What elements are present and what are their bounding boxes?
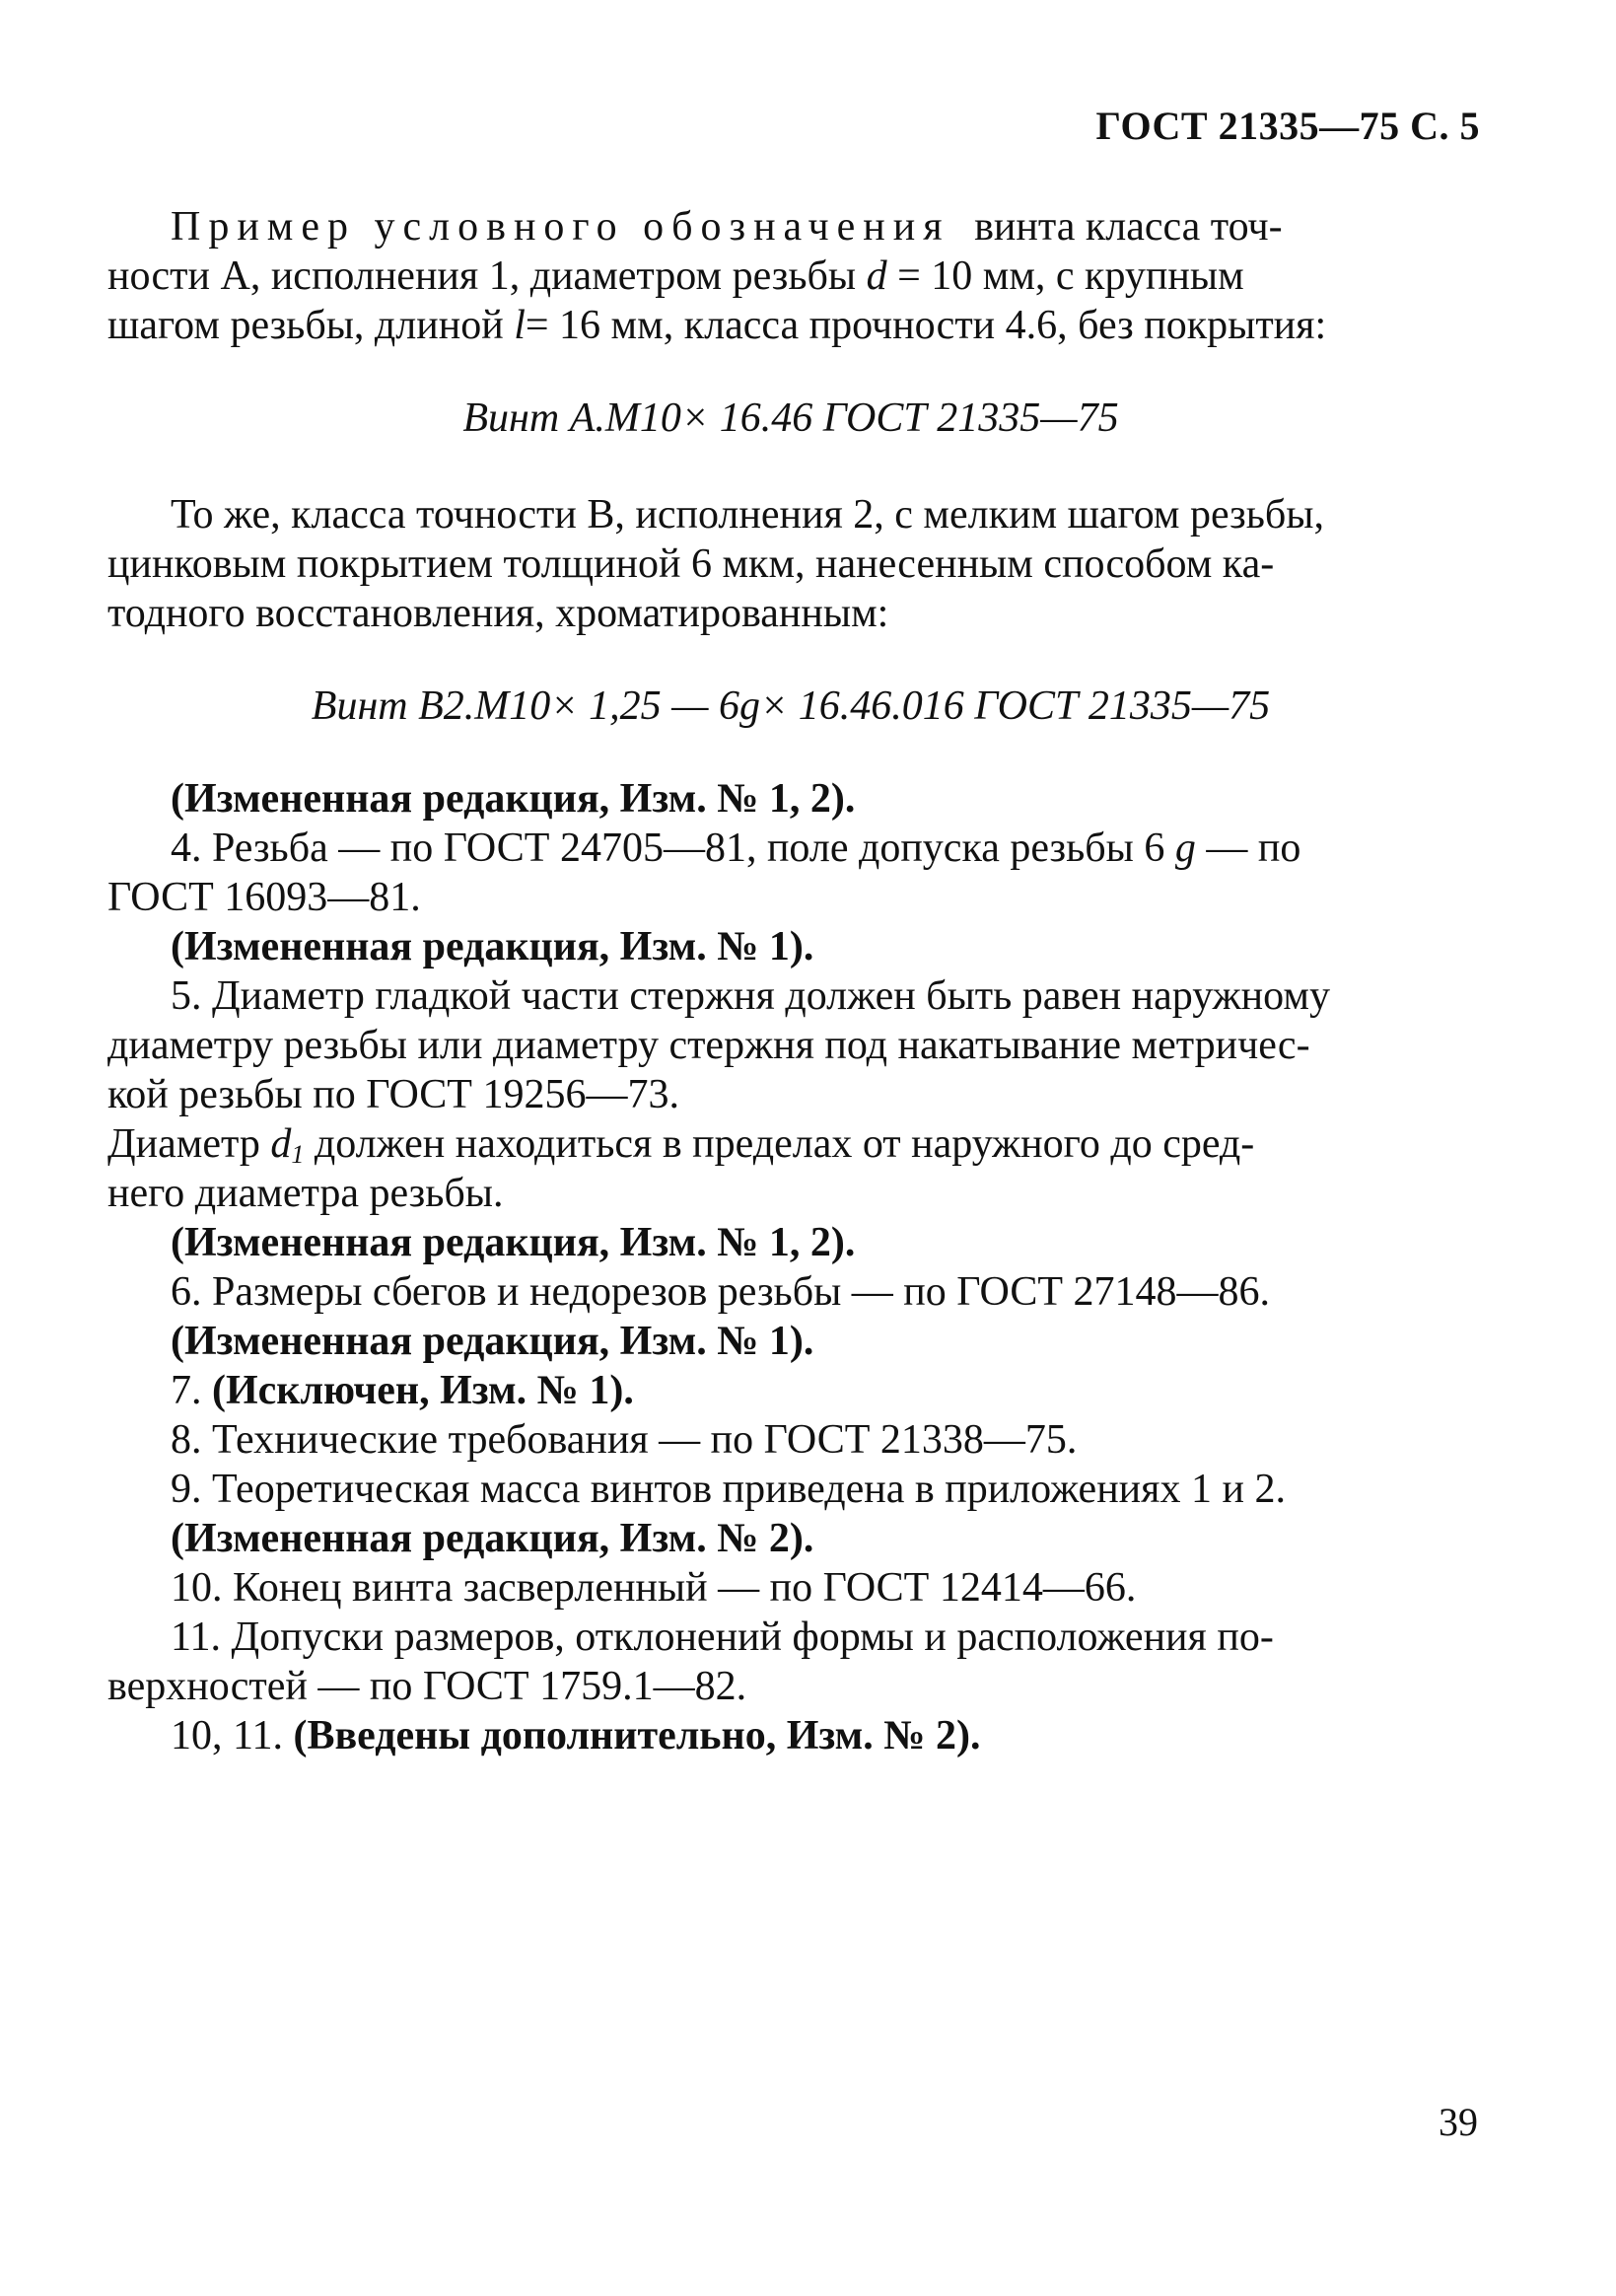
page-header: ГОСТ 21335—75 С. 5 bbox=[1095, 104, 1480, 148]
var-g: g bbox=[1174, 825, 1196, 871]
items-10-11-text: (Введены дополнительно, Изм. № 2). bbox=[293, 1713, 981, 1758]
item-10: 10. Конец винта засверленный — по ГОСТ 12414—66. bbox=[171, 1565, 1137, 1611]
item-11-line-1: 11. Допуски размеров, отклонений формы и расположения по- bbox=[171, 1614, 1274, 1660]
same-line-1: То же, класса точности В, исполнения 2, с мелким шагом резьбы, bbox=[171, 492, 1324, 538]
formula-1: Винт А.М10× 16.46 ГОСТ 21335—75 bbox=[462, 395, 1119, 441]
same-line-3: тодного восстановления, хроматированным: bbox=[107, 591, 889, 636]
item-11-line-2: верхностей — по ГОСТ 1759.1—82. bbox=[107, 1664, 747, 1709]
d1-text-b: должен находиться в пределах от наружного до сред- bbox=[314, 1121, 1255, 1167]
var-d: d bbox=[866, 253, 887, 299]
var-d1-subscript: 1 bbox=[291, 1140, 305, 1169]
example-line1-rest: винта класса точ- bbox=[974, 204, 1283, 250]
items-10-11-note bbox=[171, 1712, 1474, 1760]
example-line-2 bbox=[107, 252, 1474, 301]
example-lead: Пример условного обозначения bbox=[171, 204, 950, 250]
items-10-11-number: 10, 11. bbox=[171, 1713, 283, 1758]
item-8: 8. Технические требования — по ГОСТ 21338—75. bbox=[171, 1417, 1078, 1463]
item-5-line-1: 5. Диаметр гладкой части стержня должен быть равен наружному bbox=[171, 973, 1330, 1019]
formula-2: Винт В2.М10× 1,25 — 6g× 16.46.016 ГОСТ 21335—75 bbox=[311, 683, 1271, 729]
same-line-2: цинковым покрытием толщиной 6 мкм, нанесенным способом ка- bbox=[107, 541, 1275, 587]
item-4-line-1 bbox=[171, 825, 1474, 873]
item-7 bbox=[171, 1367, 1474, 1415]
d1-line-1 bbox=[107, 1120, 1474, 1169]
d1-line-2: него диаметра резьбы. bbox=[107, 1171, 504, 1216]
amendment-note-1: (Измененная редакция, Изм. № 1, 2). bbox=[171, 776, 856, 822]
var-l: l bbox=[514, 303, 526, 348]
var-d1 bbox=[270, 1121, 304, 1167]
page-number: 39 bbox=[1439, 2100, 1478, 2144]
item-4-text-b: — по bbox=[1206, 825, 1301, 871]
example-line-1 bbox=[171, 203, 1474, 251]
amendment-note-5: (Измененная редакция, Изм. № 2). bbox=[171, 1516, 814, 1561]
amendment-note-4: (Измененная редакция, Изм. № 1). bbox=[171, 1319, 814, 1364]
amendment-note-2: (Измененная редакция, Изм. № 1). bbox=[171, 924, 814, 969]
example-line2-b: = 10 мм, с крупным bbox=[897, 253, 1244, 299]
item-6: 6. Размеры сбегов и недорезов резьбы — по ГОСТ 27148—86. bbox=[171, 1269, 1271, 1315]
example-line2-a: ности А, исполнения 1, диаметром резьбы bbox=[107, 253, 857, 299]
item-7-number: 7. bbox=[171, 1368, 202, 1413]
item-4-text-a: 4. Резьба — по ГОСТ 24705—81, поле допуска резьбы 6 bbox=[171, 825, 1165, 871]
d1-text-a: Диаметр bbox=[107, 1121, 260, 1167]
item-9: 9. Теоретическая масса винтов приведена в приложениях 1 и 2. bbox=[171, 1467, 1286, 1512]
amendment-note-3: (Измененная редакция, Изм. № 1, 2). bbox=[171, 1220, 856, 1265]
item-4-line-2: ГОСТ 16093—81. bbox=[107, 875, 421, 920]
example-line-3 bbox=[107, 302, 1474, 350]
var-d1-letter: d bbox=[270, 1121, 292, 1167]
item-7-text: (Исключен, Изм. № 1). bbox=[212, 1368, 634, 1413]
item-5-line-3: кой резьбы по ГОСТ 19256—73. bbox=[107, 1072, 679, 1117]
example-line3-b: = 16 мм, класса прочности 4.6, без покрытия: bbox=[525, 303, 1327, 348]
item-5-line-2: диаметру резьбы или диаметру стержня под накатывание метричес- bbox=[107, 1023, 1310, 1068]
example-line3-a: шагом резьбы, длиной bbox=[107, 303, 504, 348]
